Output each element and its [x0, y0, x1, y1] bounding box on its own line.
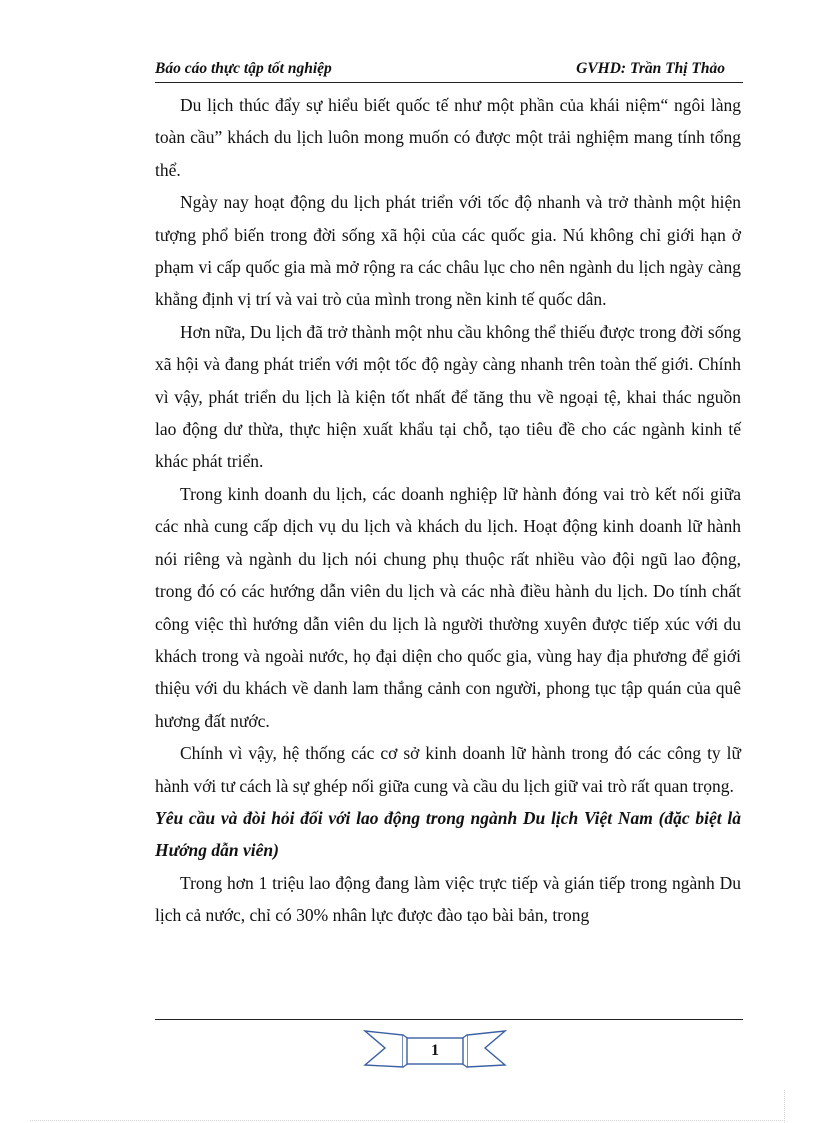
paragraph-2: Ngày nay hoạt động du lịch phát triển với tốc độ nhanh và trở thành một hiện tượng phổ biến trong đời sống xã hội của các quốc gia. Nú không chỉ giới hạn ở phạm vi cấp quốc gia mà mở rộng ra các châu lục cho nên ngành du lịch ngày càng khẳng định vị trí và vai trò của mình trong nền kinh tế quốc dân.	[155, 192, 741, 310]
paragraph-1: Du lịch thúc đẩy sự hiểu biết quốc tế như một phần của khái niệm“ ngôi làng toàn cầu” khách du lịch luôn mong muốn có được một trải nghiệm mang tính tổng thể.	[155, 95, 741, 180]
header-report-title: Báo cáo thực tập tốt nghiệp	[155, 60, 332, 77]
section-subheading: Yêu cầu và đòi hỏi đối với lao động trong ngành Du lịch Việt Nam (đặc biệt là Hướng dẫn viên)	[155, 807, 741, 861]
document-body	[155, 89, 741, 932]
paragraph-4: Trong kinh doanh du lịch, các doanh nghiệp lữ hành đóng vai trò kết nối giữa các nhà cung cấp dịch vụ du lịch và khách du lịch. Hoạt động kinh doanh lữ hành nói riêng và ngành du lịch nói chung phụ thuộc rất nhiều vào đội ngũ lao động, trong đó có các hướng dẫn viên du lịch và các nhà điều hành du lịch. Do tính chất công việc thì hướng dẫn viên du lịch là người thường xuyên được tiếp xúc với du khách trong và ngoài nước, họ đại diện cho quốc gia, vùng hay địa phương để giới thiệu với du khách về danh lam thắng cảnh con người, phong tục tập quán của quê hương đất nước.	[155, 483, 741, 731]
page-number: 1	[431, 1042, 439, 1059]
page-header	[155, 60, 745, 82]
paragraph-6: Trong hơn 1 triệu lao động đang làm việc trực tiếp và gián tiếp trong ngành Du lịch cả nước, chỉ có 30% nhân lực được đào tạo bài bản, trong	[155, 872, 741, 926]
header-divider	[155, 82, 743, 83]
page-number-box	[363, 1025, 507, 1073]
paragraph-5: Chính vì vậy, hệ thống các cơ sở kinh doanh lữ hành trong đó các công ty lữ hành với tư cách là sự ghép nối giữa cung và cầu du lịch giữ vai trò rất quan trọng.	[155, 743, 741, 796]
header-supervisor: GVHD: Trần Thị Thảo	[576, 60, 725, 77]
page-edge-bottom	[30, 1120, 785, 1121]
page-edge-right	[784, 1090, 785, 1123]
footer-divider	[155, 1019, 743, 1020]
paragraph-3: Hơn nữa, Du lịch đã trở thành một nhu cầu không thể thiếu được trong đời sống xã hội và đang phát triển với một tốc độ ngày càng nhanh trên toàn thế giới. Chính vì vậy, phát triển du lịch là kiện tốt nhất để tăng thu về ngoại tệ, khai thác nguồn lao động dư thừa, thực hiện xuất khẩu tại chỗ, tạo tiêu đề cho các ngành kinh tế khác phát triển.	[155, 321, 741, 472]
